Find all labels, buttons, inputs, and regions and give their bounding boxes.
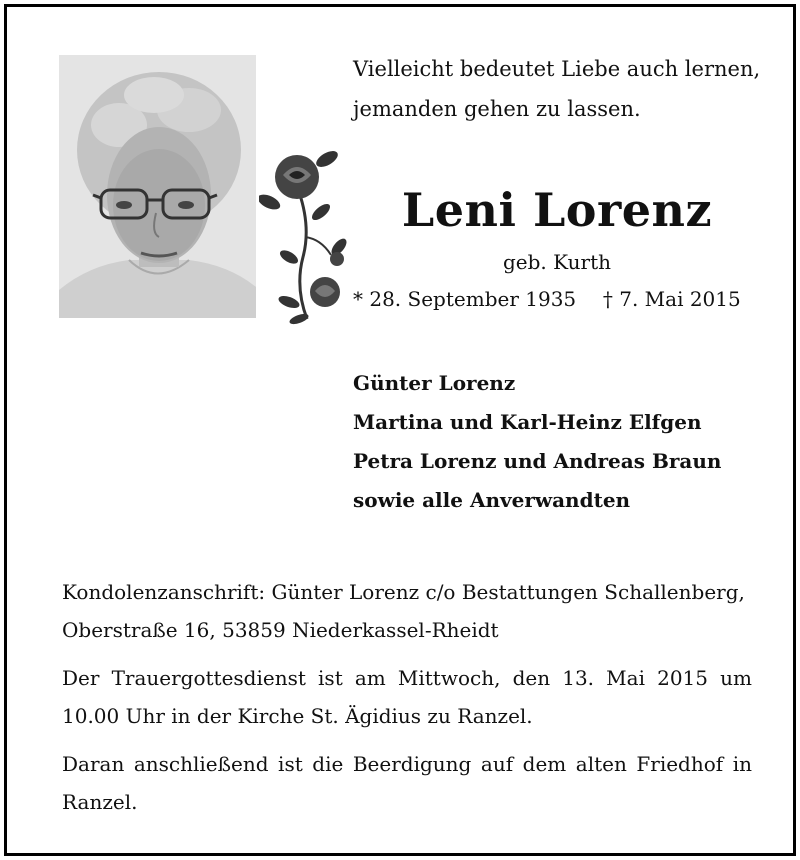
mourner: Petra Lorenz und Andreas Braun xyxy=(353,449,722,473)
mourner: Martina und Karl-Heinz Elfgen xyxy=(353,410,702,434)
condolence-address xyxy=(62,573,752,649)
condolence-line-2: Oberstraße 16, 53859 Niederkassel-Rheidt xyxy=(62,618,499,642)
life-dates xyxy=(353,287,753,311)
portrait-illustration xyxy=(59,55,256,318)
quote-line-2: jemanden gehen zu lassen. xyxy=(353,97,641,121)
portrait-photo xyxy=(59,55,256,318)
quote xyxy=(353,49,773,129)
obituary-frame xyxy=(4,4,796,856)
burial-info: Daran anschließend ist die Beerdigung auf dem alten Friedhof in Ranzel. xyxy=(62,752,752,814)
mourner: sowie alle Anverwandten xyxy=(353,488,631,512)
service-info xyxy=(62,573,752,831)
birth-date: * 28. September 1935 xyxy=(353,287,577,311)
rose-icon xyxy=(259,147,359,327)
condolence-line-1: Kondolenzanschrift: Günter Lorenz c/o Bestattungen Schallenberg, xyxy=(62,580,745,604)
maiden-name: geb. Kurth xyxy=(502,250,612,274)
funeral-service: Der Trauergottesdienst ist am Mittwoch, den 13. Mai 2015 um 10.00 Uhr in der Kirche St. Ägidius zu Ranzel. xyxy=(62,666,752,728)
deceased-name: Leni Lorenz xyxy=(401,183,713,237)
quote-line-1: Vielleicht bedeutet Liebe auch lernen, xyxy=(353,57,761,81)
mourners-list xyxy=(353,364,773,520)
death-date: † 7. Mai 2015 xyxy=(602,287,741,311)
mourner: Günter Lorenz xyxy=(353,371,516,395)
